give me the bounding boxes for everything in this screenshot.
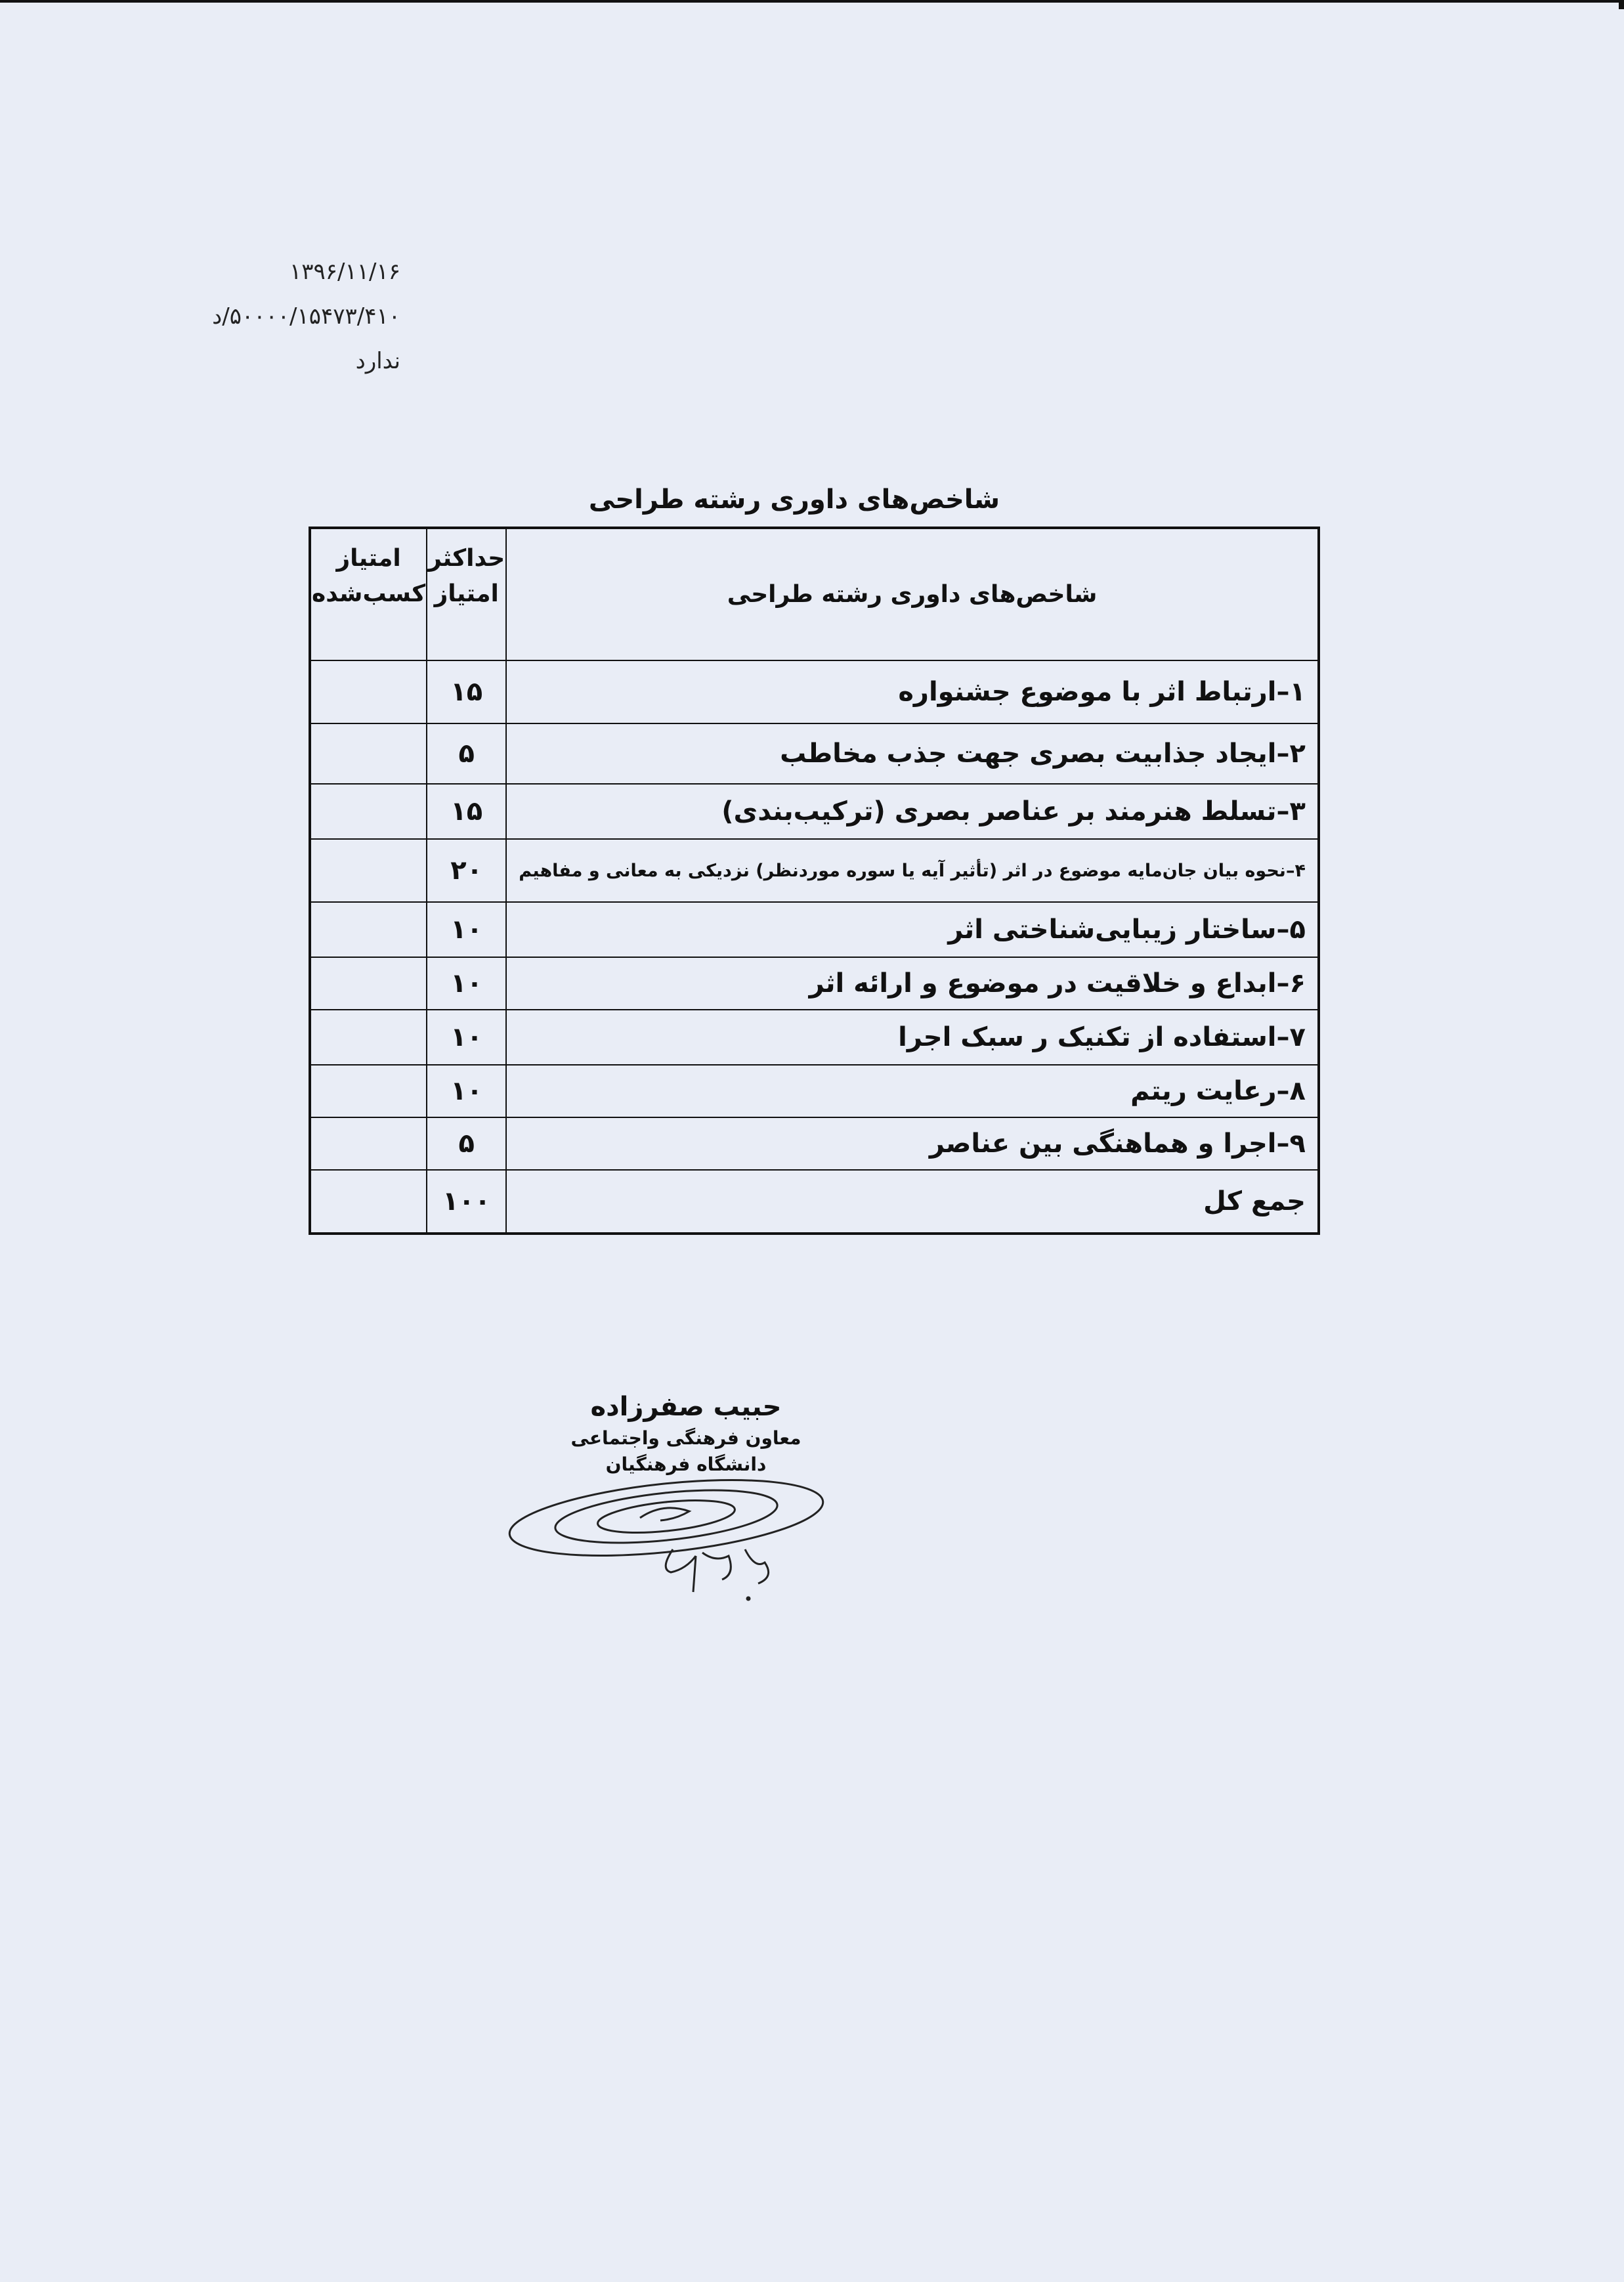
earned-score-cell[interactable] — [310, 1010, 427, 1065]
earned-score-cell[interactable] — [310, 957, 427, 1010]
criteria-table — [309, 527, 1320, 1235]
max-score-cell: ۱۵ — [427, 660, 506, 723]
table-row — [310, 839, 1319, 902]
criterion-cell: ۲–ایجاد جذابیت بصری جهت جذب مخاطب — [506, 723, 1319, 784]
document-title: شاخص‌های داوری رشته طراحی — [588, 484, 1000, 515]
table-row — [310, 784, 1319, 839]
max-score-cell: ۵ — [427, 1117, 506, 1170]
table-row — [310, 902, 1319, 957]
earned-score-cell[interactable] — [310, 839, 427, 902]
table-row — [310, 1117, 1319, 1170]
scan-top-edge — [0, 0, 1624, 3]
scan-corner-mark — [1619, 0, 1624, 9]
criterion-cell: ۶–ابداع و خلاقیت در موضوع و ارائه اثر — [506, 957, 1319, 1010]
max-score-cell: ۱۵ — [427, 784, 506, 839]
header-max-line1: حداکثر — [428, 545, 505, 572]
earned-score-cell[interactable] — [310, 723, 427, 784]
table-total-row — [310, 1170, 1319, 1234]
earned-score-cell[interactable] — [310, 1117, 427, 1170]
header-max-score — [427, 528, 506, 660]
earned-score-cell[interactable] — [310, 902, 427, 957]
signatory-name: حبیب صفرزاده — [590, 1392, 782, 1422]
handwritten-signature-icon — [499, 1464, 840, 1615]
letter-attachment: ندارد — [355, 348, 400, 374]
table-row — [310, 723, 1319, 784]
criterion-cell: ۵–ساختار زیبایی‌شناختی اثر — [506, 902, 1319, 957]
table-row — [310, 957, 1319, 1010]
letter-header-meta — [171, 249, 400, 383]
letter-date: ۱۳۹۶/۱۱/۱۶ — [289, 259, 400, 285]
earned-score-cell[interactable] — [310, 784, 427, 839]
criterion-cell: ۴–نحوه بیان جان‌مایه موضوع در اثر (تأثیر آیه یا سوره موردنظر) نزدیکی به معانی و مفاهیم — [506, 839, 1319, 902]
header-earned-line1: امتیاز — [336, 545, 401, 572]
criterion-cell: ۷–استفاده از تکنیک ر سبک اجرا — [506, 1010, 1319, 1065]
table-header-row — [310, 528, 1319, 660]
total-earned-cell[interactable] — [310, 1170, 427, 1234]
table-row — [310, 1065, 1319, 1117]
max-score-cell: ۵ — [427, 723, 506, 784]
letter-reference-number: ۵۰۰۰۰/۱۵۴۷۳/۴۱۰/د — [212, 303, 400, 330]
max-score-cell: ۱۰ — [427, 1065, 506, 1117]
total-max-cell: ۱۰۰ — [427, 1170, 506, 1234]
earned-score-cell[interactable] — [310, 1065, 427, 1117]
earned-score-cell[interactable] — [310, 660, 427, 723]
max-score-cell: ۱۰ — [427, 957, 506, 1010]
table-row — [310, 1010, 1319, 1065]
table-row — [310, 660, 1319, 723]
max-score-cell: ۱۰ — [427, 902, 506, 957]
signatory-organization: دانشگاه فرهنگیان — [605, 1453, 767, 1475]
header-max-line2: امتیاز — [434, 580, 499, 607]
criterion-cell: ۱–ارتباط اثر با موضوع جشنواره — [506, 660, 1319, 723]
max-score-cell: ۱۰ — [427, 1010, 506, 1065]
criterion-cell: ۹–اجرا و هماهنگی بین عناصر — [506, 1117, 1319, 1170]
criterion-cell: ۸–رعایت ریتم — [506, 1065, 1319, 1117]
header-earned-score — [310, 528, 427, 660]
header-earned-line2: کسب‌شده — [312, 580, 426, 607]
total-label-cell: جمع کل — [506, 1170, 1319, 1234]
header-criterion: شاخص‌های داوری رشته طراحی — [506, 528, 1319, 660]
max-score-cell: ۲۰ — [427, 839, 506, 902]
signatory-role: معاون فرهنگی واجتماعی — [570, 1427, 801, 1449]
criterion-cell: ۳–تسلط هنرمند بر عناصر بصری (ترکیب‌بندی) — [506, 784, 1319, 839]
